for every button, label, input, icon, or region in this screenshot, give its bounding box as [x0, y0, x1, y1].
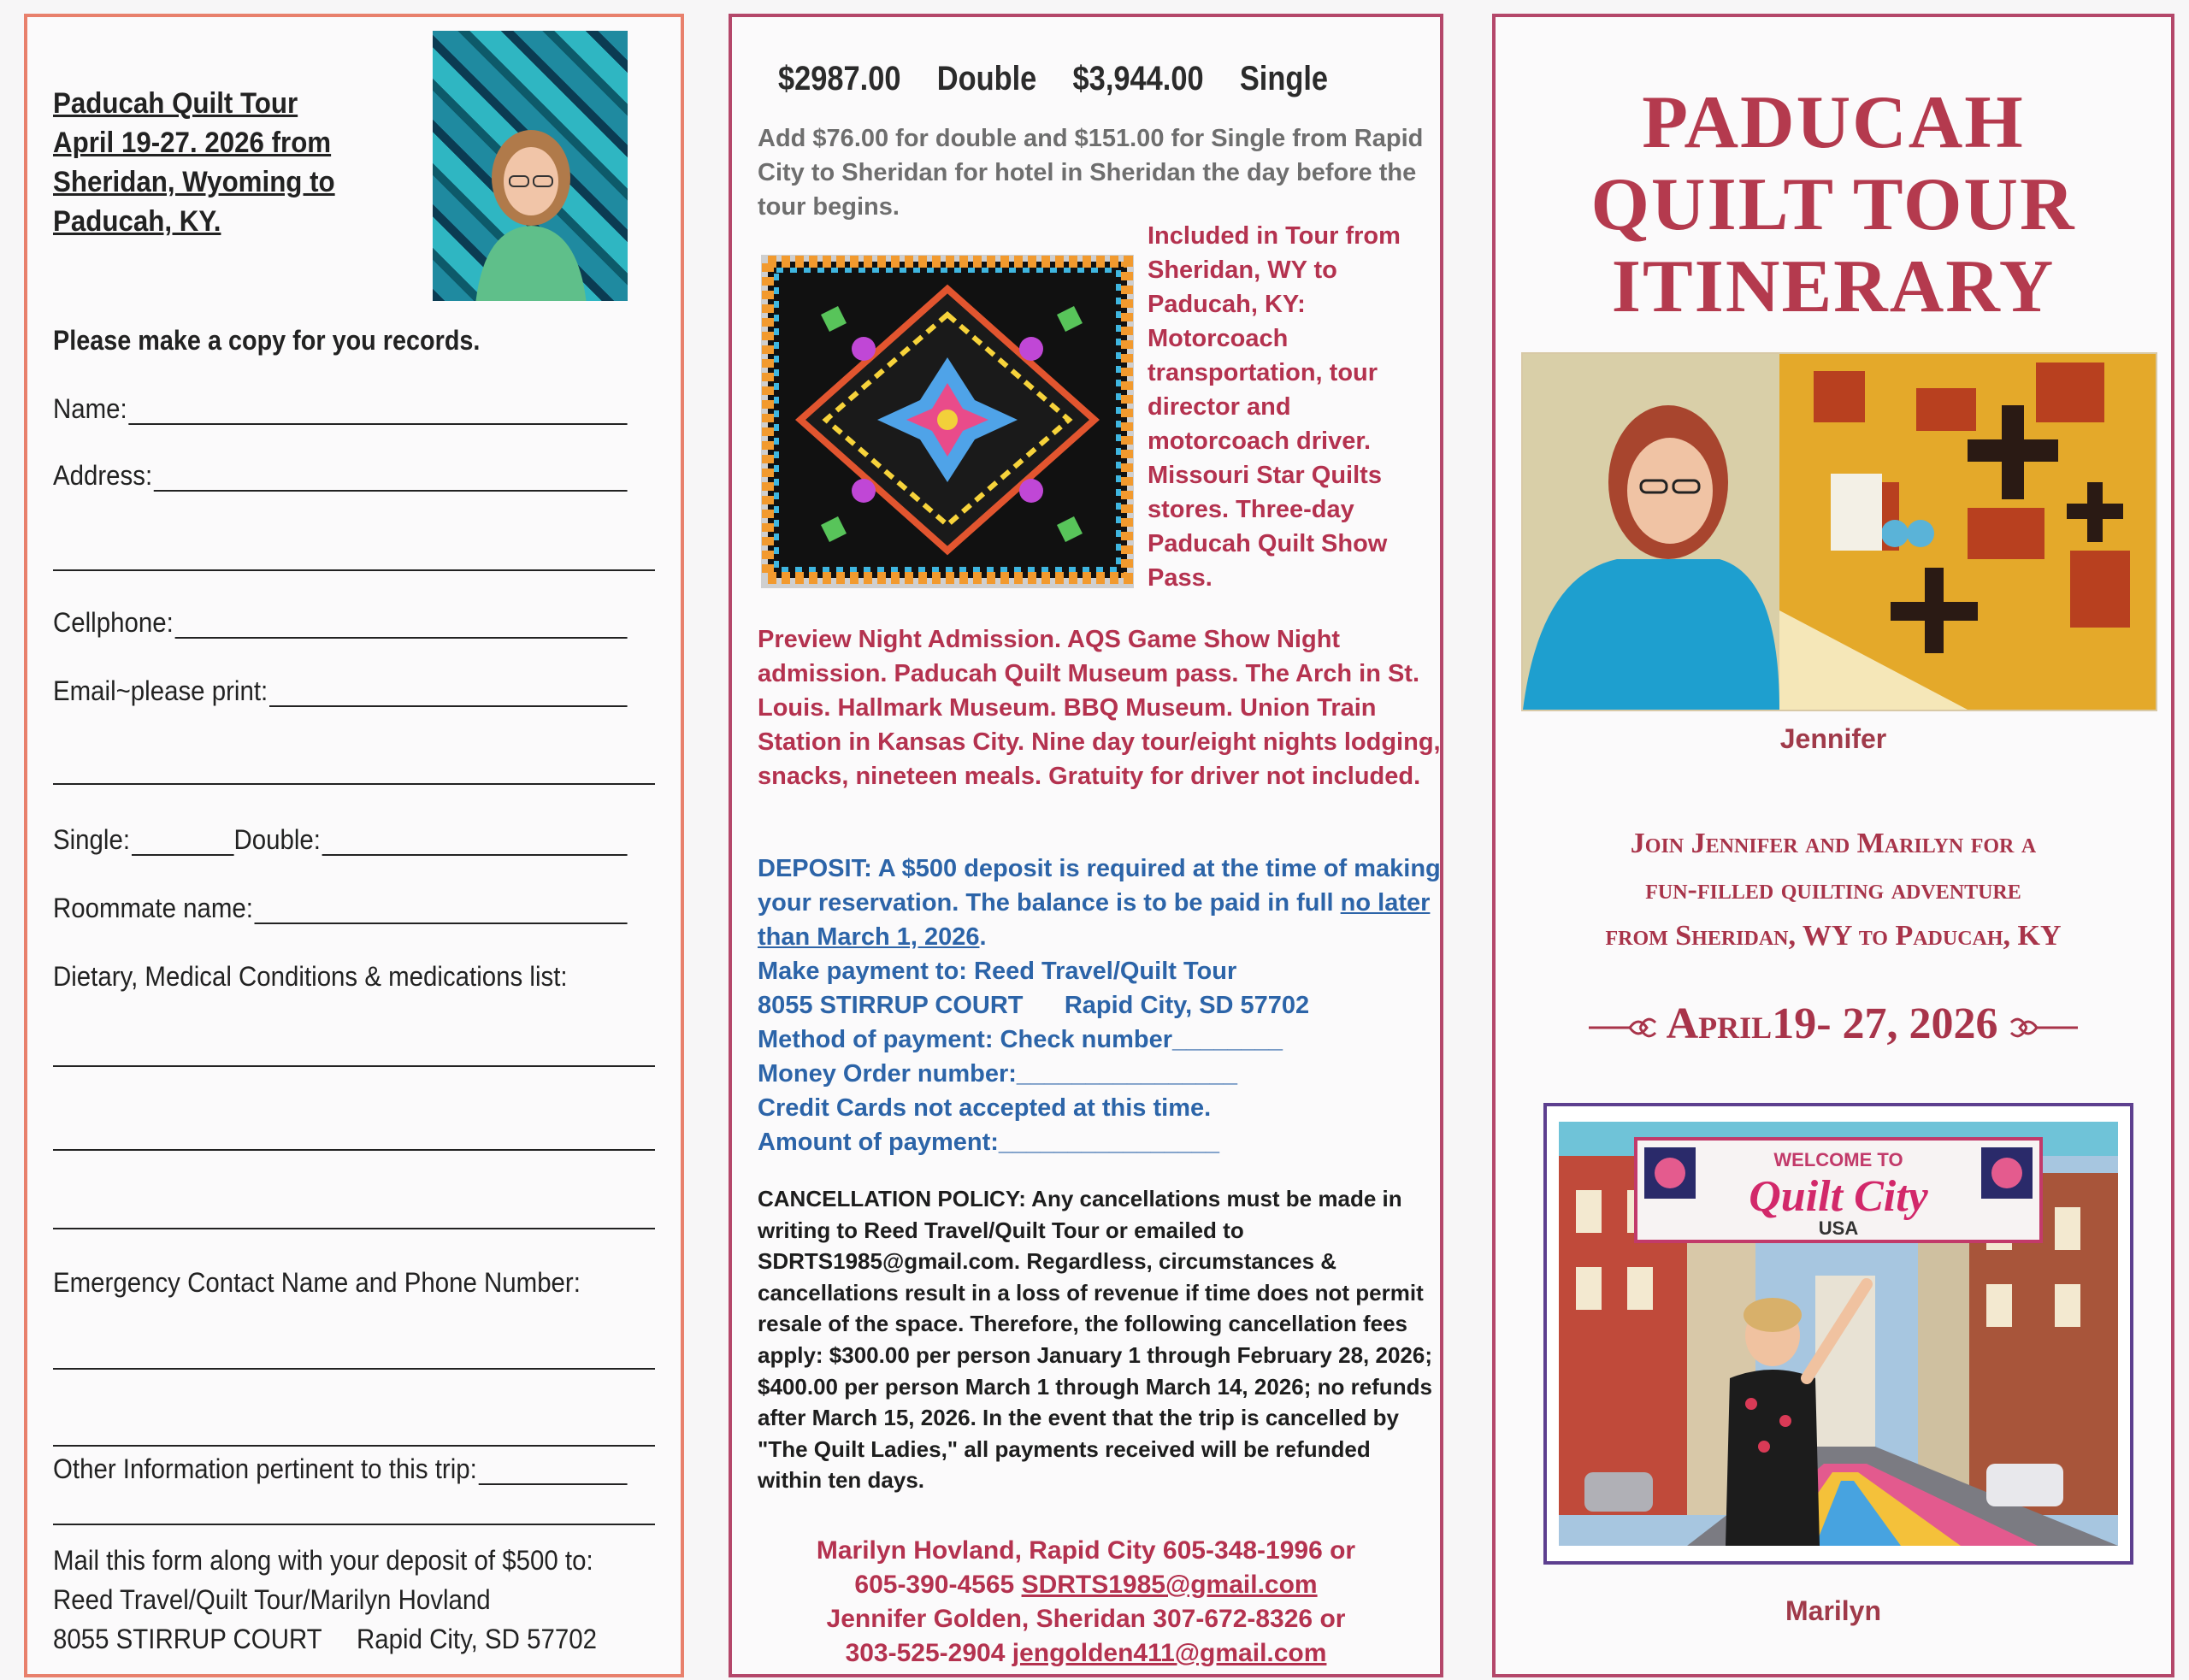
single-label: Single: [1239, 60, 1329, 97]
dietary-line-2[interactable]: [53, 1149, 655, 1151]
dietary-line-3[interactable]: [53, 1228, 655, 1229]
payment-amount[interactable]: Amount of payment:________________: [758, 1129, 1219, 1156]
included-list-continued: Preview Night Admission. AQS Game Show Night admission. Paducah Quilt Museum pass. The Arch in St. Louis. Hallmark Museum. BBQ Museum. Union Train Station in Kansas City. Nine day tour/eight nights lodging, snacks, nineteen meals. Gratuity for driver not included.: [758, 626, 1441, 790]
left-flourish-icon: [1587, 1012, 1657, 1043]
quilt-city-street-image: [1559, 1122, 2118, 1546]
single-blank[interactable]: [132, 828, 234, 856]
cancellation-policy: CANCELLATION POLICY: Any cancellations must be made in writing to Reed Travel/Quilt Tour or emailed to SDRTS1985@gmail.com. Regardless, circumstances & cancellations result in a loss of revenue if time does not permit resale of the space. Therefore, the following cancellation fees apply: $300.00 per person January 1 through February 28, 2026; $400.00 per person March 1 through March 14, 2026; no refunds after March 15, 2026. In the event that the trip is cancelled by "The Quilt Ladies," all payments received will be refunded within ten days.: [758, 1186, 1432, 1494]
roommate-field[interactable]: Roommate name:: [53, 893, 628, 924]
copy-note: Please make a copy for you records.: [53, 325, 481, 356]
jennifer-portrait-photo: [433, 31, 628, 301]
itinerary-title: PADUCAH QUILT TOUR ITINERARY: [1590, 81, 2076, 328]
quilt-photo: [761, 255, 1134, 588]
dietary-line-1[interactable]: [53, 1065, 655, 1067]
other-info-field[interactable]: Other Information pertinent to this trip:: [53, 1453, 628, 1485]
payment-method[interactable]: Method of payment: Check number________: [758, 1026, 1283, 1053]
add-on-note: Add $76.00 for double and $151.00 for Single from Rapid City to Sheridan for hotel in Sheridan the day before the tour begins.: [758, 125, 1424, 221]
jennifer-quilt-photo: [1521, 352, 2157, 711]
name-field[interactable]: Name:: [53, 393, 628, 425]
marilyn-email-link[interactable]: SDRTS1985@gmail.com: [1021, 1571, 1318, 1599]
sign-usa-text: USA: [1818, 1217, 1859, 1239]
credit-card-note: Credit Cards not accepted at this time.: [758, 1094, 1212, 1122]
address-line-2[interactable]: [53, 569, 655, 571]
mail-instructions: Mail this form along with your deposit of $500 to: Reed Travel/Quilt Tour/Marilyn Hovland 8055 STIRRUP COURT Rapid City, SD 57702: [53, 1545, 597, 1654]
deposit-text: DEPOSIT: A $500 deposit is required at the time of making your reservation. The balance is to be paid in full no later than March 1, 2026.: [758, 855, 1441, 951]
sign-quilt-city-text: Quilt City: [1749, 1172, 1928, 1221]
email-field[interactable]: Email~please print:: [53, 675, 628, 707]
double-blank[interactable]: [322, 828, 628, 856]
dietary-label: Dietary, Medical Conditions & medications list:: [53, 961, 568, 992]
tour-dates: April19- 27, 2026: [1496, 999, 2171, 1049]
jennifer-with-quilt-image: [1523, 354, 2156, 710]
emergency-line-1[interactable]: [53, 1368, 655, 1370]
other-info-line-2[interactable]: [53, 1524, 655, 1525]
tour-details-panel: [729, 14, 1443, 1677]
right-flourish-icon: [2009, 1012, 2080, 1043]
marilyn-caption: Marilyn: [1785, 1595, 1882, 1626]
jennifer-caption: Jennifer: [1779, 723, 1887, 754]
deposit-info: [758, 852, 1442, 1159]
join-tagline: Join Jennifer and Marilyn for a fun-filled quilting adventure from Sheridan, WY to Paducah, KY: [1605, 828, 2062, 952]
payment-payee: Make payment to: Reed Travel/Quilt Tour: [758, 958, 1237, 985]
money-order-number[interactable]: Money Order number:________________: [758, 1060, 1237, 1088]
quilt-image: [761, 255, 1134, 588]
double-price: $2987.00: [778, 60, 901, 97]
single-price: $3,944.00: [1072, 60, 1204, 97]
emergency-line-2[interactable]: [53, 1445, 655, 1447]
person-figure: [467, 125, 595, 301]
contact-marilyn: Marilyn Hovland, Rapid City 605-348-1996 or: [816, 1536, 1356, 1565]
room-type-field[interactable]: Single: Double:: [53, 824, 628, 856]
tour-title: Paducah Quilt Tour April 19-27. 2026 from Sheridan, Wyoming to Paducah, KY.: [53, 87, 335, 238]
sign-welcome-text: WELCOME TO: [1773, 1149, 1903, 1170]
email-line-2[interactable]: [53, 783, 655, 785]
jennifer-email-link[interactable]: jengolden411@gmail.com: [1012, 1639, 1327, 1667]
cover-panel: [1492, 14, 2174, 1677]
registration-form-panel: [24, 14, 684, 1677]
double-label: Double: [936, 60, 1037, 97]
quilt-city-photo-frame: [1543, 1103, 2133, 1565]
contact-jennifer: Jennifer Golden, Sheridan 307-672-8326 or: [826, 1605, 1346, 1633]
payment-address: 8055 STIRRUP COURT Rapid City, SD 57702: [758, 992, 1310, 1019]
included-list-start: Included in Tour from Sheridan, WY to Paducah, KY: Motorcoach transportation, tour director and motorcoach driver. Missouri Star Quilts stores. Three-day Paducah Quilt Show Pass.: [1148, 222, 1401, 592]
contact-info: Marilyn Hovland, Rapid City 605-348-1996 or 605-390-4565 SDRTS1985@gmail.com Jennifer Golden, Sheridan 307-672-8326 or 303-525-2904 jengolden411@gmail.com: [732, 1534, 1440, 1671]
address-field[interactable]: Address:: [53, 460, 628, 492]
price-line: [778, 60, 1356, 98]
quilt-city-photo: [1559, 1122, 2118, 1546]
emergency-label: Emergency Contact Name and Phone Number:: [53, 1267, 581, 1298]
cellphone-field[interactable]: Cellphone:: [53, 607, 628, 639]
